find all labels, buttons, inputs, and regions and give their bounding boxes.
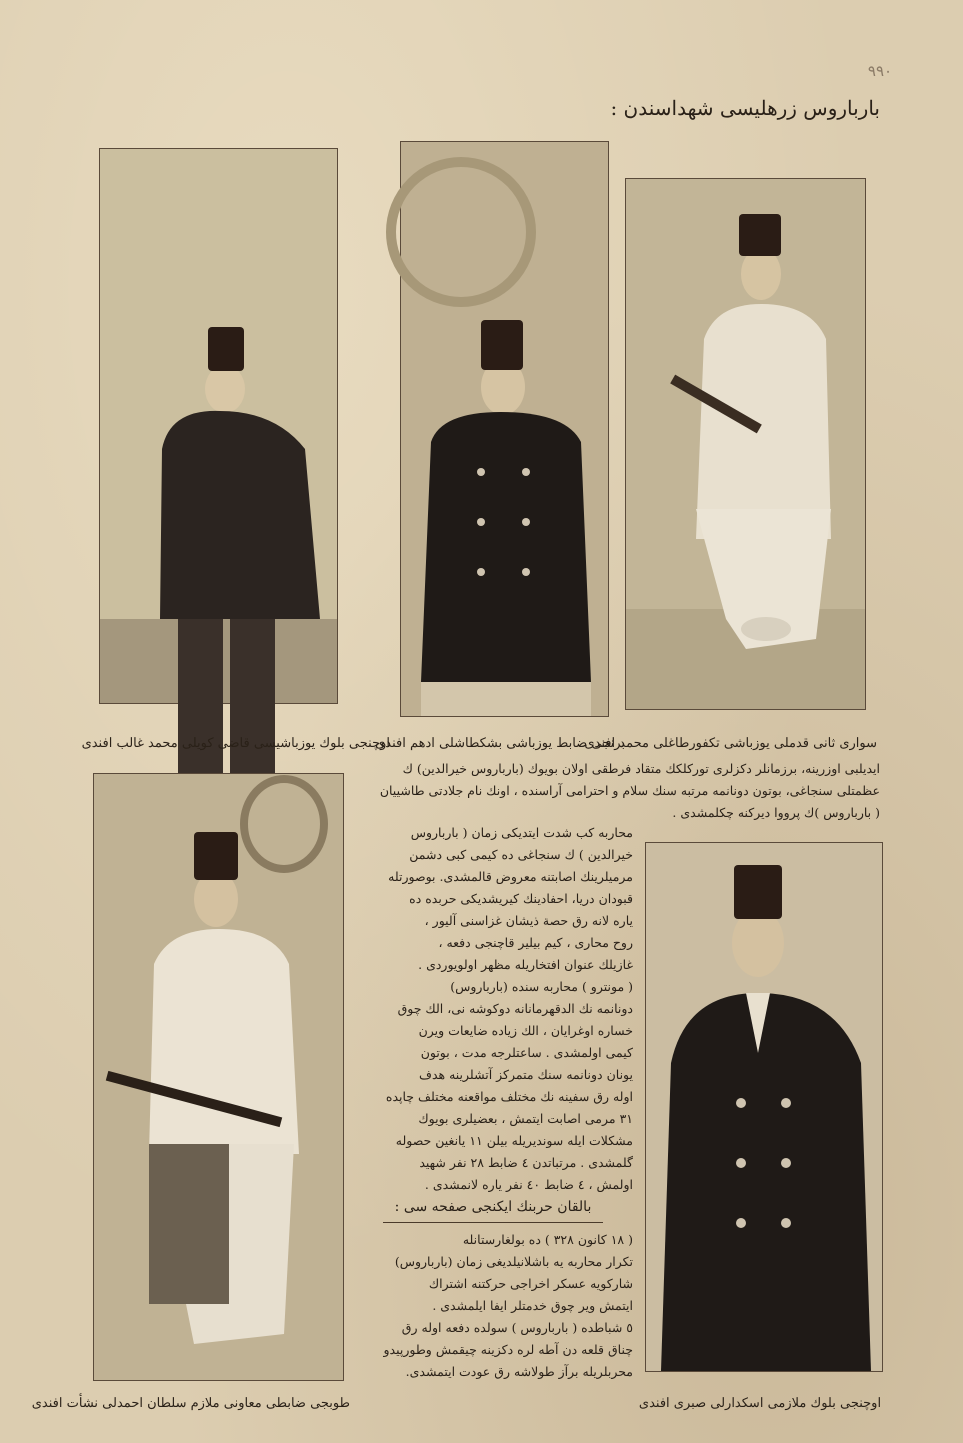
photo-officer-bottom-right [645,842,883,1372]
photo-officer-top-middle [400,141,609,717]
column-line: اوله رق سفینه نك مختلف مواقعنه مختلف چاپده [385,1089,633,1104]
column-line: مرمیلرینك اصابتنه معروض قالمشدی. بوصورتله [388,869,633,884]
intro-line: ( بارباروس )ك پرووا دیرکنه چکلمشدی . [672,805,880,820]
column-line: گلمشدی . مرتباتدن ٤ ضابط ٢٨ نفر شهید [419,1155,633,1170]
section-line: ٥ شباطده ( بارباروس ) سولده دفعه اوله رق [401,1320,633,1335]
photo-officer-top-left [99,148,338,704]
column-line: دونانمه نك الدقهرمانانه دوکوشه نی، الك چوق [397,1001,633,1016]
section-line: چناق قلعه دن آطه لره دکزینه چیقمش وطورپیدو [383,1342,633,1357]
column-line: ( مونترو ) محاربه سنده (بارباروس) [450,979,633,994]
column-line: کیمی اولمشدی . ساعتلرجه مدت ، بوتون [420,1045,633,1060]
column-line: اولمش ، ٤ ضابط ٤٠ نفر یاره لانمشدی . [424,1177,633,1192]
section-line: ایتمش ویر چوق خدمتلر ایفا ایلمشدی . [432,1298,633,1313]
section-line: محربلریله برآز طولاشه رق عودت ایتمشدی. [405,1364,633,1379]
section-subheading: بالقان حربنك ایکنجی صفحه سی : [394,1199,592,1215]
photo-officer-bottom-left [93,773,344,1381]
column-line: یونان دونانمه سنك متمرکز آتشلرینه هدف [419,1067,633,1082]
article-intro [370,758,880,828]
column-line: یاره لانه رق حصة ذیشان غزاسنی آلیور ، [424,913,633,928]
article-column [353,822,633,1382]
column-line: غازیلك عنوان افتخاریله مظهر اولویوردی . [418,957,633,972]
intro-line: عظمتلی سنجاغی، بوتون دونانمه مرتبه سنك سلام و احترامی آراسنده ، اونك نام جلادتی طاشییان [379,783,880,798]
intro-line: ایدیلبی اوزرینه، برزمانلر دکزلری تورکلکك متقاد فرطقی اولان بویوك (بارباروس خیرالدین) ك [402,761,880,776]
column-line: خیرالدین ) ك سنجاغی ده کیمی کبی دشمن [409,847,633,862]
section-line: ( ١٨ کانون ٣٢٨ ) ده بولغارستانله [462,1232,633,1247]
photo-officer-top-right [625,178,866,710]
caption-bottom-right: اوچنجی بلوك ملازمی اسکدارلی صبری افندی [638,1396,882,1411]
section-divider [383,1222,603,1223]
section-line: تکرار محاربه یه باشلانیلدیغی زمان (بارباروس) [394,1254,633,1269]
column-line: قبودان دریا، احفادینك کیریشدیکی حربده ده [409,891,633,906]
section-line: شارکویه عسکر اخراجی حرکتنه اشتراك [428,1276,633,1291]
column-line: محاربه کب شدت ایتدیکی زمان ( بارباروس [410,825,633,840]
column-line: مشکلات ایله سوندیریله بیلن ١١ یانغین حصوله [395,1133,633,1148]
caption-top-middle: برنجی ضابط یوزباشی بشکطاشلی ادهم افندی [375,736,625,751]
caption-top-right: سواری ثانی قدملی یوزباشی تکفورطاغلی محمد افندی [584,736,877,751]
page-heading: بارباروس زرهلیسی شهداسندن : [610,96,880,120]
column-line: روح محاری ، کیم بیلیر قاچنجی دفعه ، [438,935,633,950]
page-number: ٩٩٠ [867,62,893,80]
caption-top-left: اوچنجی بلوك یوزباشیسی قاضی کویلی محمد غالب افندی [81,736,390,751]
caption-bottom-left: طوبجی ضابطی معاونی ملازم سلطان احمدلی نشأت افندی [31,1396,350,1411]
column-line: خساره اوغرایان ، الك زیاده ضایعات ویرن [418,1023,633,1038]
column-line: ٣١ مرمی اصابت ایتمش ، بعضیلری بویوك [418,1111,633,1126]
